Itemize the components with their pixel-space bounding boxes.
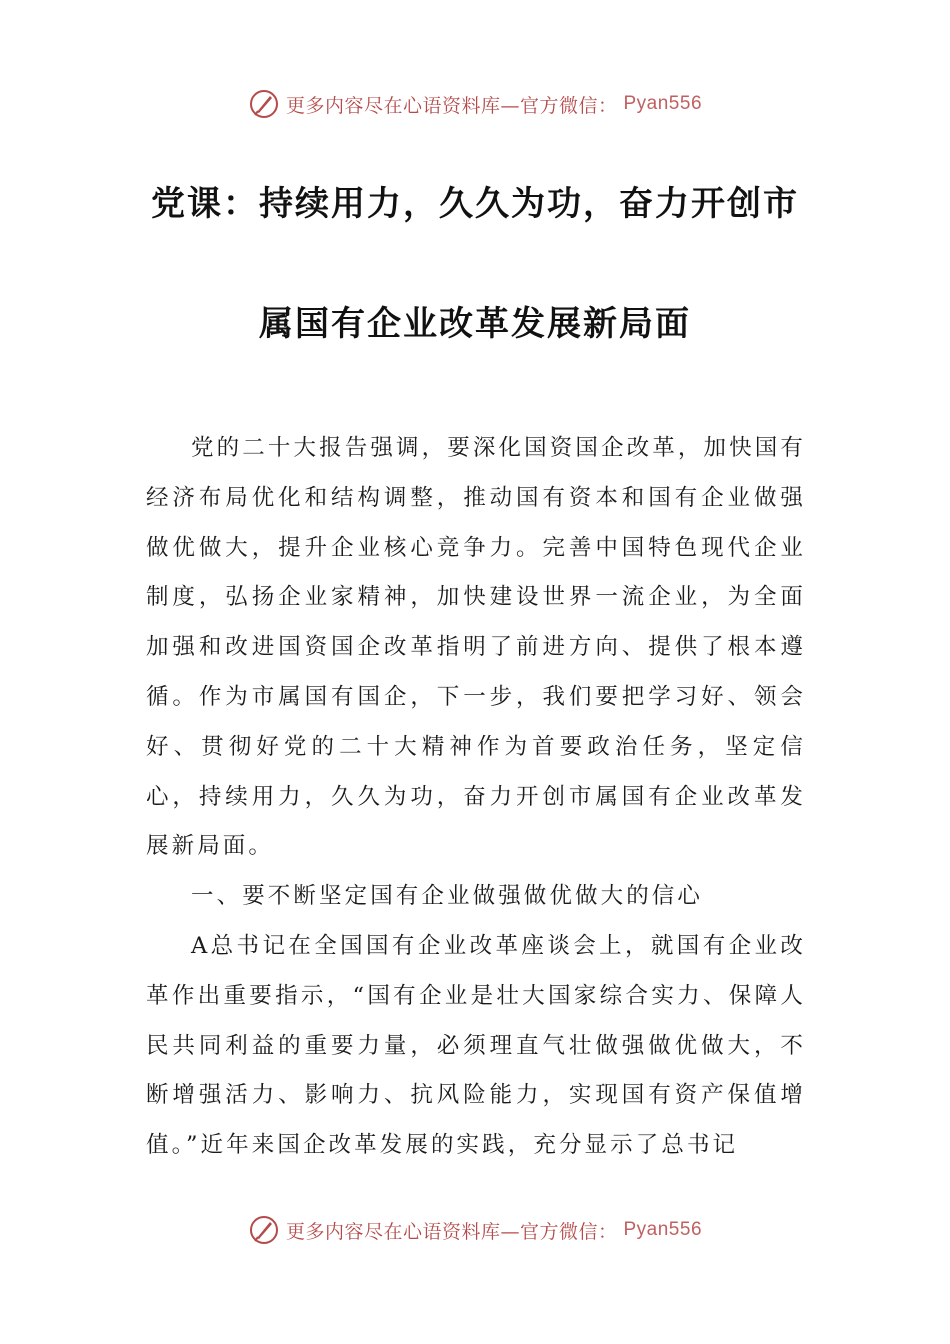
- watermark-text: 更多内容尽在心语资料库—官方微信：: [285, 94, 618, 117]
- watermark-wechat-id: Pyan556: [623, 93, 703, 114]
- quill-logo-icon: [248, 88, 280, 120]
- document-body: [146, 424, 806, 1171]
- watermark-footer: [0, 1210, 950, 1250]
- watermark-text: 更多内容尽在心语资料库—官方微信：: [285, 1220, 618, 1243]
- document-title-line-1: 党课：持续用力，久久为功，奋力开创市: [151, 184, 799, 224]
- quill-logo-icon: [248, 1214, 280, 1246]
- section-heading: 一、要不断坚定国有企业做强做优做大的信心: [191, 883, 704, 910]
- paragraph: A总书记在全国国有企业改革座谈会上，就国有企业改革作出重要指示，“国有企业是壮大国家综合实力、保障人民共同利益的重要力量，必须理直气壮做强做优做大，不断增强活力、影响力、抗风险能力，实现国有资产保值增值。”近年来国企改革发展的实践，充分显示了总书记: [146, 932, 806, 1159]
- paragraph: 党的二十大报告强调，要深化国资国企改革，加快国有经济布局优化和结构调整，推动国有资本和国有企业做强做优做大，提升企业核心竞争力。完善中国特色现代企业制度，弘扬企业家精神，加快建设世界一流企业，为全面加强和改进国资国企改革指明了前进方向、提供了根本遵循。作为市属国有国企，下一步，我们要把学习好、领会好、贯彻好党的二十大精神作为首要政治任务，坚定信心，持续用力，久久为功，奋力开创市属国有企业改革发展新局面。: [146, 435, 806, 860]
- watermark-header: [0, 84, 950, 124]
- document-title-line-2: 属国有企业改革发展新局面: [259, 304, 691, 344]
- watermark-wechat-id: Pyan556: [623, 1219, 703, 1240]
